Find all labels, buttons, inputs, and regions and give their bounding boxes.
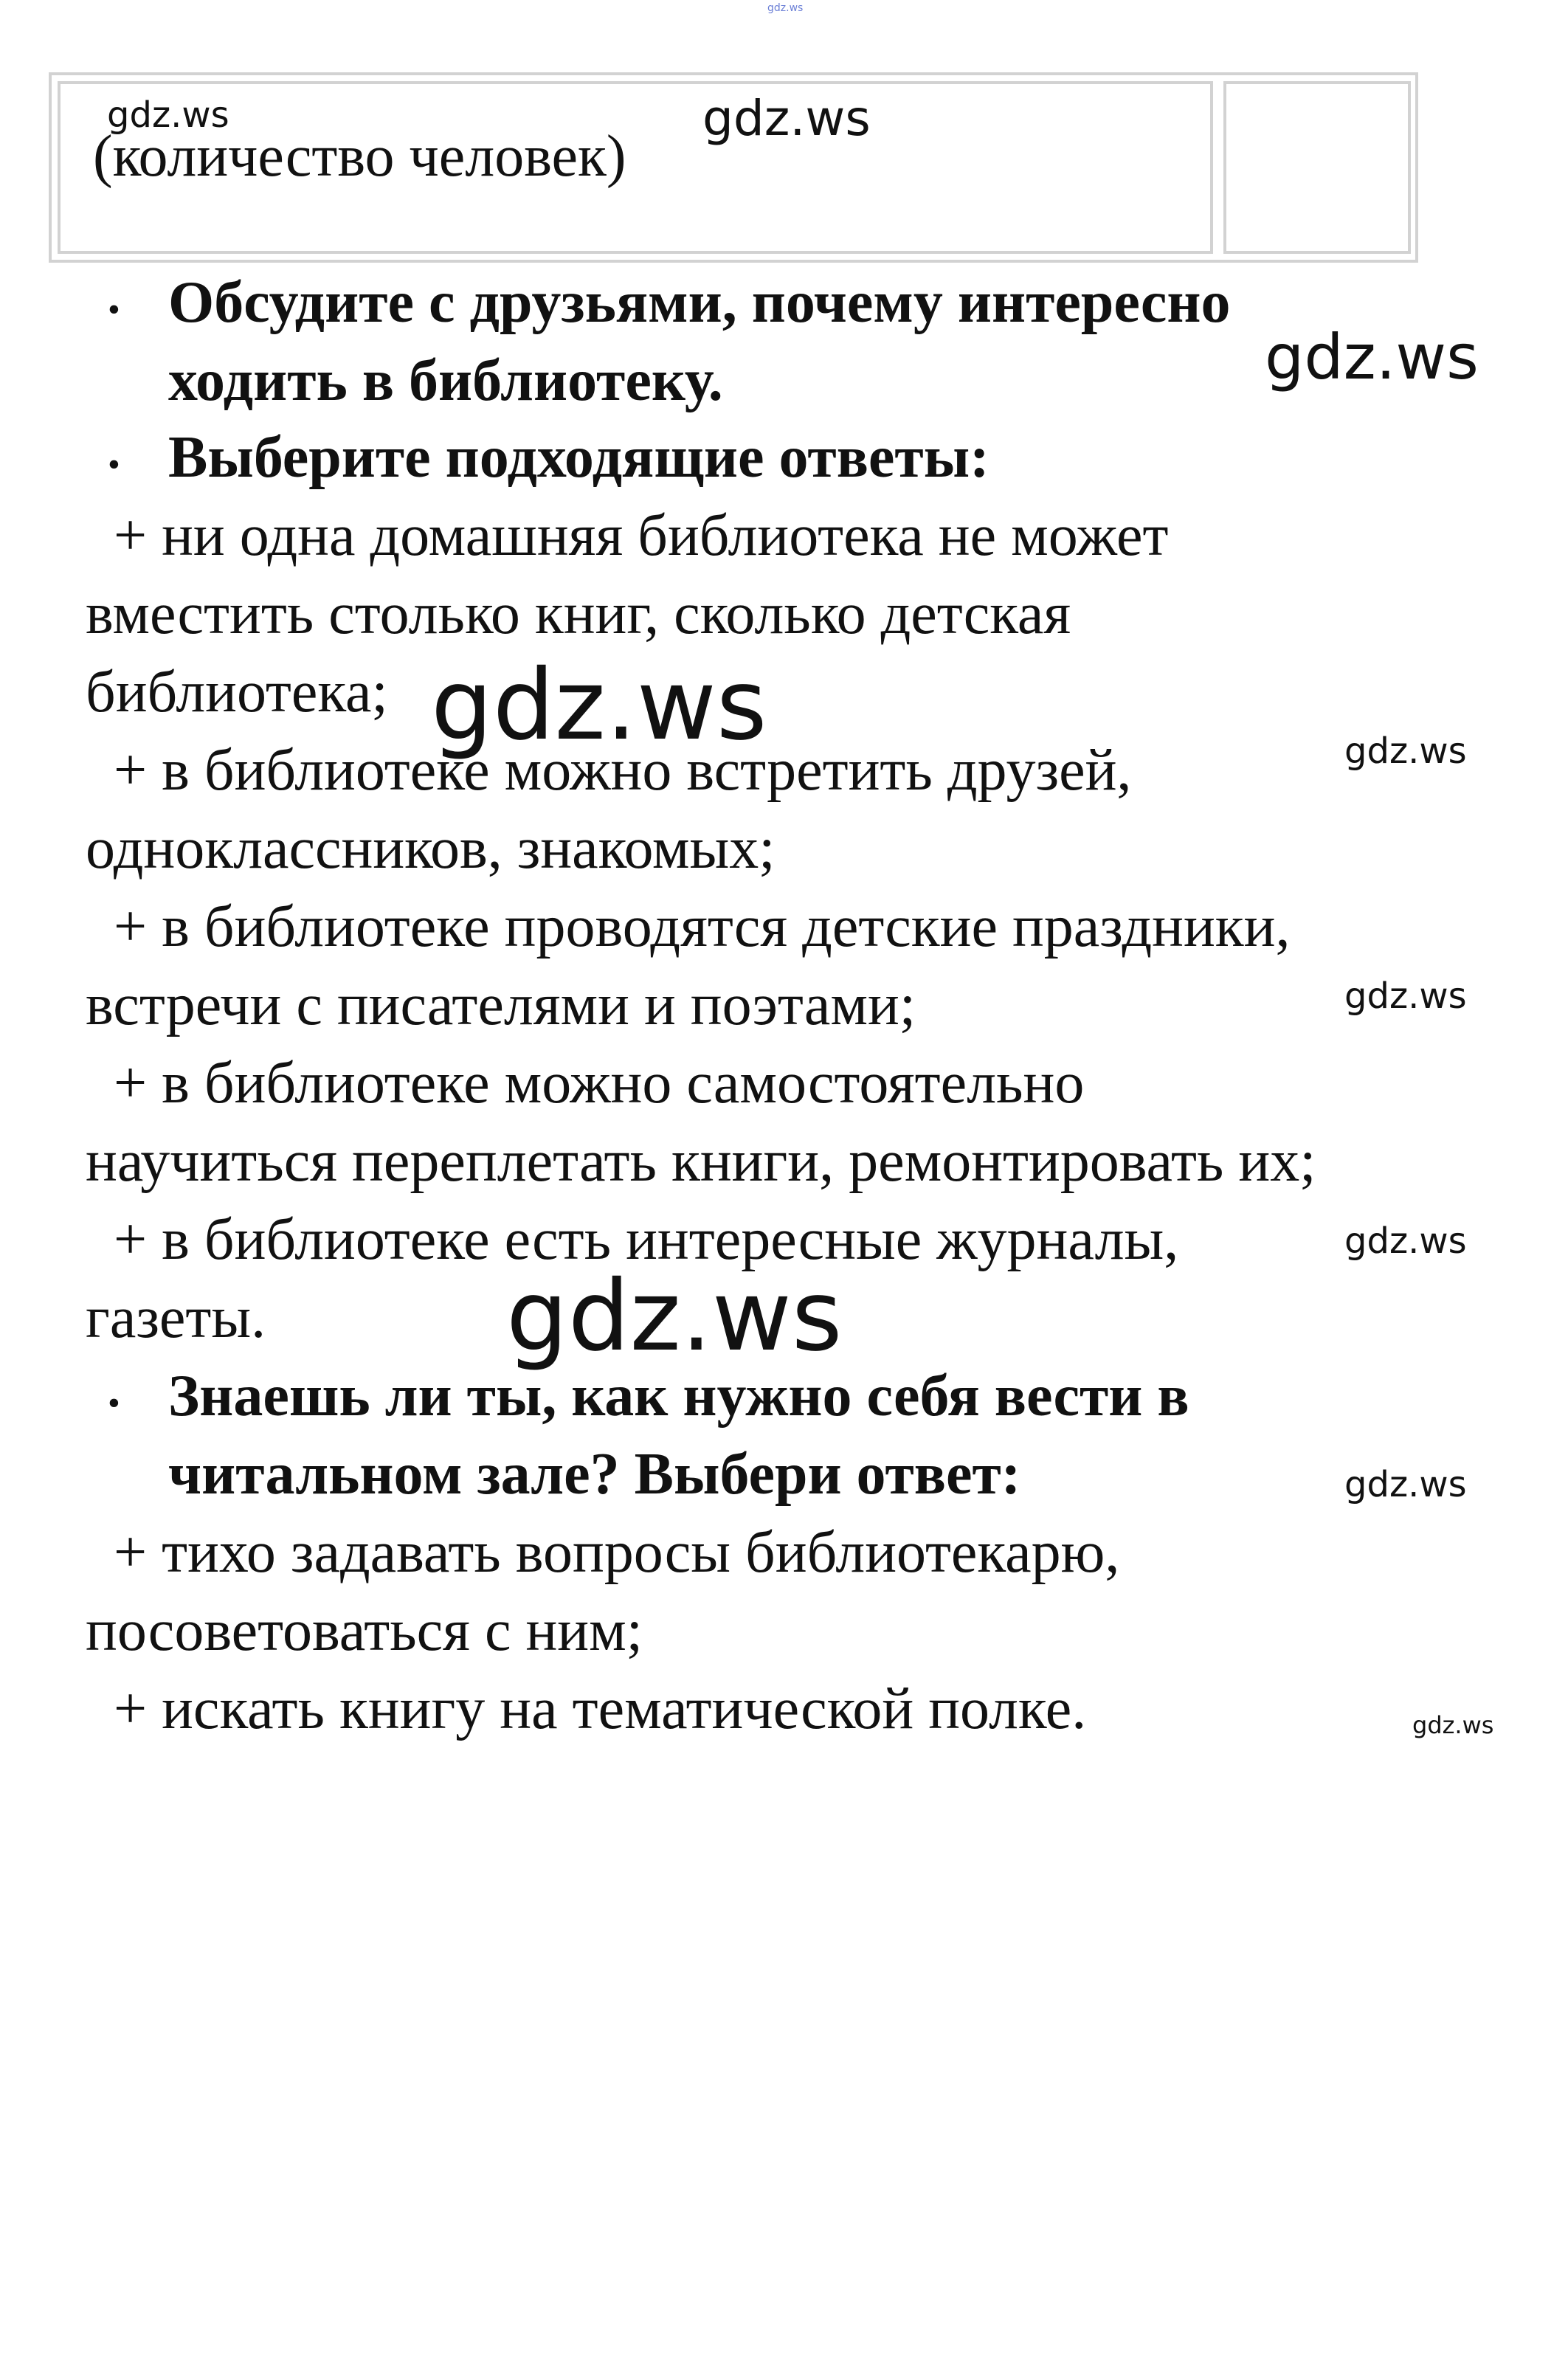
answer-line: + в библиотеке можно встретить друзей,: [114, 738, 1132, 803]
watermark: gdz.ws: [1344, 1464, 1467, 1505]
answer-line: одноклассников, знакомых;: [86, 816, 776, 881]
answer-line: + искать книгу на тематической полке.: [114, 1676, 1087, 1741]
answer-line: посоветоваться с ним;: [86, 1598, 643, 1663]
answer-line: + ни одна домашняя библиотека не может: [114, 503, 1169, 568]
bullet: •: [108, 445, 120, 484]
answer-line: встречи с писателями и поэтами;: [86, 973, 916, 1037]
question-2-title: Выберите подходящие ответы:: [168, 425, 990, 490]
watermark: gdz.ws: [431, 649, 767, 762]
answer-line: научиться переплетать книги, ремонтировать их;: [86, 1129, 1316, 1194]
watermark: gdz.ws: [1412, 1711, 1494, 1739]
watermark: gdz.ws: [1344, 975, 1467, 1017]
watermark: gdz.ws: [1344, 1220, 1467, 1262]
bullet: •: [108, 290, 120, 329]
answer-line: газеты.: [86, 1285, 266, 1350]
table-cell-label: [58, 81, 1213, 254]
watermark: gdz.ws: [506, 1260, 843, 1373]
answer-line: + в библиотеке есть интересные журналы,: [114, 1207, 1179, 1272]
answer-line: вместить столько книг, сколько детская: [86, 581, 1071, 646]
answer-line: + в библиотеке можно самостоятельно: [114, 1051, 1085, 1116]
question-1-line-1: Обсудите с друзьями, почему интересно: [168, 270, 1231, 335]
watermark: gdz.ws: [767, 2, 804, 14]
bullet: •: [108, 1384, 120, 1423]
answer-line: библиотека;: [86, 660, 388, 725]
table-cell-empty: [1223, 81, 1411, 254]
watermark: gdz.ws: [107, 94, 229, 136]
question-3-line-1: Знаешь ли ты, как нужно себя вести в: [168, 1364, 1189, 1429]
watermark: gdz.ws: [702, 90, 871, 147]
answer-line: + тихо задавать вопросы библиотекарю,: [114, 1520, 1120, 1585]
answer-line: + в библиотеке проводятся детские праздники,: [114, 894, 1291, 959]
watermark: gdz.ws: [1265, 321, 1479, 393]
question-1-line-2: ходить в библиотеку.: [168, 348, 723, 413]
question-3-line-2: читальном зале? Выбери ответ:: [168, 1442, 1021, 1507]
table-cell-text: (количество человек): [93, 124, 626, 189]
watermark: gdz.ws: [1344, 731, 1467, 772]
